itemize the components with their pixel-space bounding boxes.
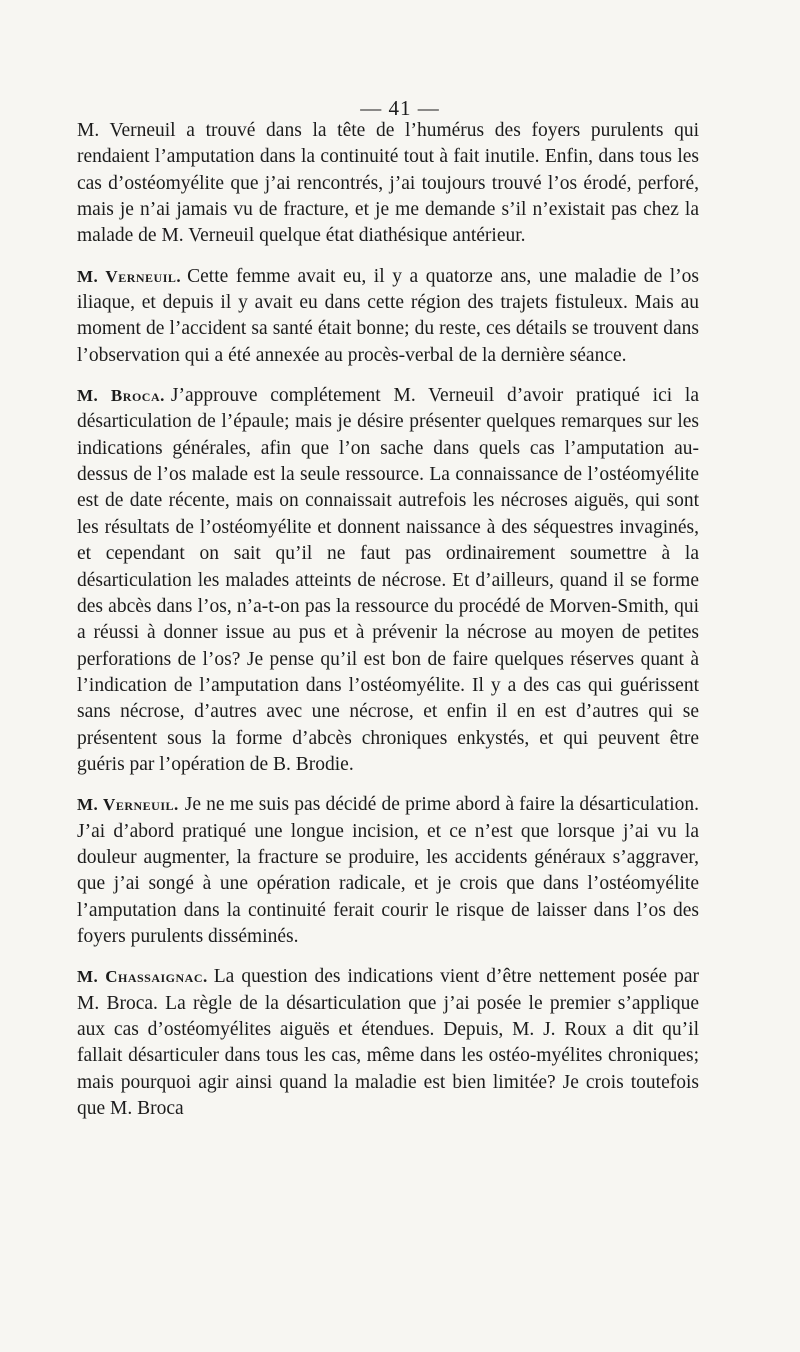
paragraph-continuation	[77, 118, 699, 250]
speaker-name: M. Verneuil.	[77, 795, 179, 815]
paragraph-text: M. Verneuil a trouvé dans la tête de l’humérus des foyers purulents qui rendaient l’amputation dans la continuité tout à fait inutile. Enfin, dans tous les cas d’ostéomyélite que j’ai rencontrés, j’ai toujours trouvé l’os érodé, perforé, mais je n’ai jamais vu de fracture, et je me demande s’il n’existait pas chez la malade de M. Verneuil quelque état diathésique antérieur.	[77, 120, 699, 247]
paragraph-verneuil-2	[77, 792, 699, 950]
paragraph-text: Cette femme avait eu, il y a quatorze ans, une maladie de l’os iliaque, et depuis il y avait eu dans cette région des trajets fistuleux. Mais au moment de l’accident sa santé était bonne; du reste, ces détails se trouvent dans l’observation qui a été annexée au procès-verbal de la dernière séance.	[77, 265, 699, 366]
speaker-name: M. Verneuil.	[77, 266, 182, 286]
paragraph-text: Je ne me suis pas décidé de prime abord à faire la désarticulation. J’ai d’abord pratiqué une longue incision, et ce n’est que lorsque j’ai vu la douleur augmenter, la fracture se produire, les accidents généraux s’aggraver, que j’ai songé à une opération radicale, et je crois que dans l’ostéomyélite l’amputation dans la continuité ferait courir le risque de laisser dans l’os des foyers purulents disséminés.	[77, 794, 699, 947]
speaker-name: M. Broca.	[77, 386, 165, 406]
page-number: — 41 —	[360, 96, 440, 120]
paragraph-text: La question des indications vient d’être nettement posée par M. Broca. La règle de la désarticulation que j’ai posée le premier s’applique aux cas d’ostéomyélites aiguës et étendues. Depuis, M. J. Roux a dit qu’il fallait désarticuler dans tous les cas, même dans les ostéo-myélites chroniques; mais pourquoi agir ainsi quand la maladie est bien limitée? Je crois toutefois que M. Broca	[77, 966, 699, 1120]
paragraph-text: J’approuve complétement M. Verneuil d’avoir pratiqué ici la désarticulation de l’épaule; mais je désire présenter quelques remarques sur les indications générales, afin que l’on sache dans quels cas l’amputation au-dessus de l’os malade est la seule ressource. La connaissance de l’ostéomyélite est de date récente, mais on connaissait autrefois les nécroses aiguës, qui sont les résultats de l’ostéomyélite et donnent naissance à des séquestres invaginés, et cependant on sait qu’il ne faut pas ordinairement soumettre à la désarticulation les malades atteints de nécrose. Et d’ailleurs, quand il se forme des abcès dans l’os, n’a-t-on pas la ressource du procédé de Morven-Smith, qui a réussi à donner issue au pus et à prévenir la nécrose au moyen de petites perforations de l’os? Je pense qu’il est bon de faire quelques réserves quant à l’indication de l’amputation dans l’ostéomyélite. Il y a des cas qui guérissent sans nécrose, d’autres avec une nécrose, et enfin il en est d’autres qui se présentent sous la forme d’abcès chroniques enkystés, et qui peuvent être guéris par l’opération de B. Brodie.	[77, 385, 699, 775]
text-body	[77, 118, 699, 1122]
paragraph-chassaignac	[77, 964, 699, 1122]
speaker-name: M. Chassaignac.	[77, 967, 208, 987]
paragraph-broca	[77, 383, 699, 778]
paragraph-verneuil-1	[77, 264, 699, 369]
